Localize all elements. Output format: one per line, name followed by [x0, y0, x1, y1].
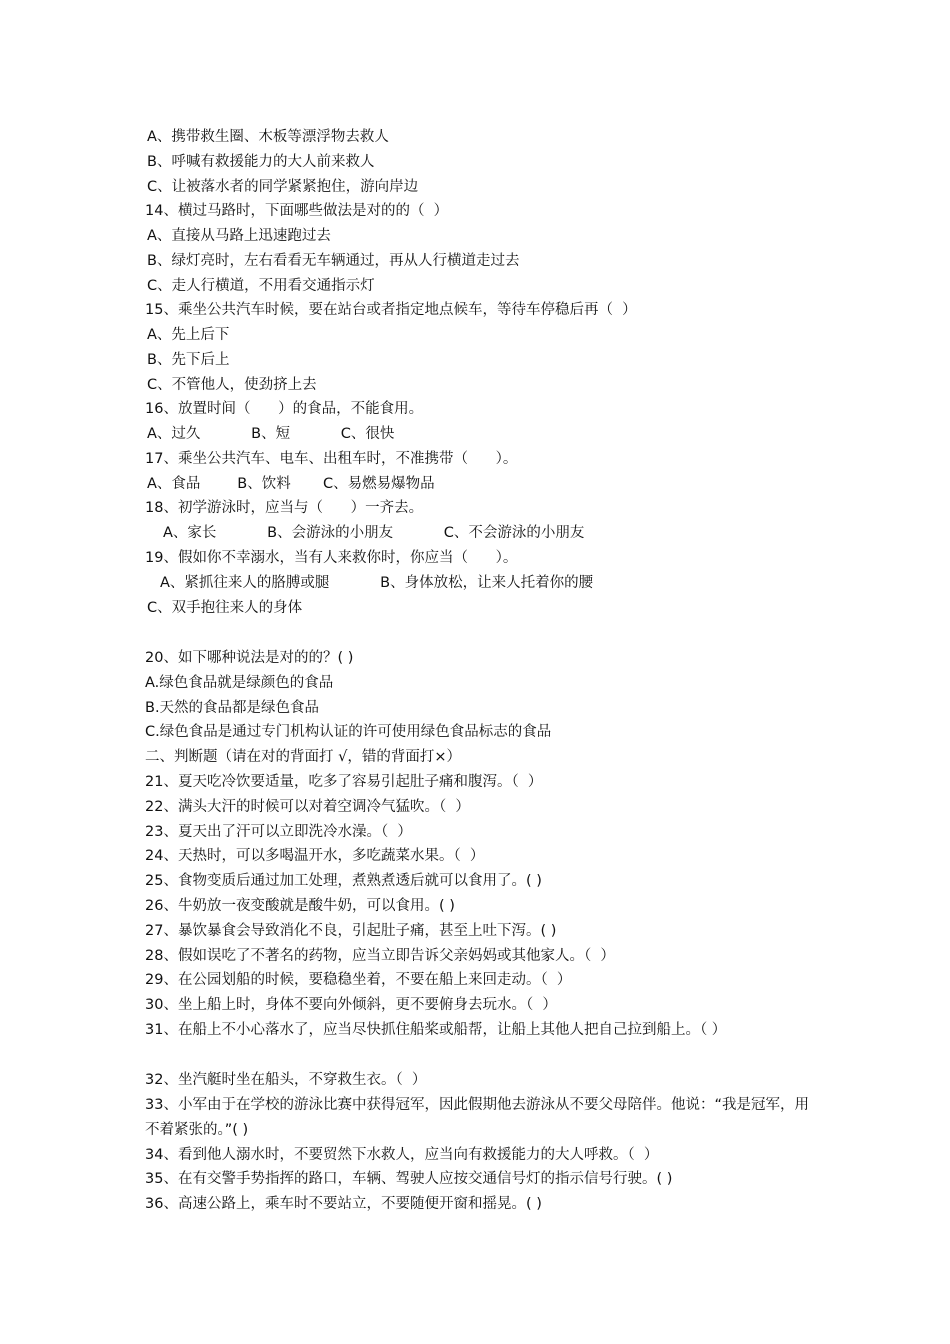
option-19c: C、双手抱往来人的身体 — [147, 600, 303, 616]
option-13c: C、让被落水者的同学紧紧抱住，游向岸边 — [147, 179, 419, 195]
question-28: 28、假如误吃了不著名的药物，应当立即告诉父亲妈妈或其他家人。（ ） — [145, 948, 615, 964]
question-31: 31、在船上不小心落水了，应当尽快抓住船桨或船帮，让船上其他人把自己拉到船上。（ ） — [145, 1022, 727, 1038]
question-34: 34、看到他人溺水时，不要贸然下水救人，应当向有救援能力的大人呼救。（ ） — [145, 1147, 659, 1163]
options-17: A、食品 B、饮料 C、易燃易爆物品 — [147, 476, 435, 492]
option-14a: A、直接从马路上迅速跑过去 — [147, 228, 331, 244]
option-20b: B.天然的食品都是绿色食品 — [145, 700, 320, 716]
options-18: A、家长 B、会游泳的小朋友 C、不会游泳的小朋友 — [163, 525, 585, 541]
question-32: 32、坐汽艇时坐在船头，不穿救生衣。（ ） — [145, 1072, 427, 1088]
question-26: 26、牛奶放一夜变酸就是酸牛奶，可以食用。( ) — [145, 898, 455, 914]
question-14: 14、横过马路时，下面哪些做法是对的的（ ） — [145, 203, 449, 219]
option-15a: A、先上后下 — [147, 327, 230, 343]
question-23: 23、夏天出了汗可以立即洗冷水澡。（ ） — [145, 824, 412, 840]
question-19: 19、假如你不幸溺水，当有人来救你时，你应当（ ）。 — [145, 550, 518, 566]
question-33: 33、小军由于在学校的游泳比赛中获得冠军，因此假期他去游泳从不要父母陪伴。他说：“我是冠军，用不着紧张的。”( ) — [145, 1097, 809, 1138]
question-15: 15、乘坐公共汽车时候，要在站台或者指定地点候车，等待车停稳后再（ ） — [145, 302, 637, 318]
question-35: 35、在有交警手势指挥的路口，车辆、驾驶人应按交通信号灯的指示信号行驶。( ) — [145, 1171, 673, 1187]
question-29: 29、在公园划船的时候，要稳稳坐着，不要在船上来回走动。（ ） — [145, 972, 572, 988]
question-30: 30、坐上船上时，身体不要向外倾斜，更不要俯身去玩水。（ ） — [145, 997, 557, 1013]
question-16: 16、放置时间（ ）的食品，不能食用。 — [145, 401, 424, 417]
question-25: 25、食物变质后通过加工处理，煮熟煮透后就可以食用了。( ) — [145, 873, 542, 889]
section-heading-judgement: 二、判断题（请在对的背面打 √，错的背面打×） — [145, 749, 461, 765]
question-36: 36、高速公路上，乘车时不要站立，不要随便开窗和摇晃。( ) — [145, 1196, 542, 1212]
question-27: 27、暴饮暴食会导致消化不良，引起肚子痛，甚至上吐下泻。( ) — [145, 923, 557, 939]
option-14c: C、走人行横道，不用看交通指示灯 — [147, 278, 375, 294]
option-20a: A.绿色食品就是绿颜色的食品 — [145, 675, 334, 691]
option-14b: B、绿灯亮时，左右看看无车辆通过，再从人行横道走过去 — [147, 253, 520, 269]
option-20c: C.绿色食品是通过专门机构认证的许可使用绿色食品标志的食品 — [145, 724, 552, 740]
option-13b: B、呼喊有救援能力的大人前来救人 — [147, 154, 375, 170]
question-24: 24、天热时，可以多喝温开水，多吃蔬菜水果。（ ） — [145, 848, 485, 864]
question-22: 22、满头大汗的时候可以对着空调冷气猛吹。（ ） — [145, 799, 470, 815]
question-17: 17、乘坐公共汽车、电车、出租车时，不准携带（ ）。 — [145, 451, 518, 467]
question-18: 18、初学游泳时，应当与（ ）一齐去。 — [145, 500, 424, 516]
options-19ab: A、紧抓往来人的胳膊或腿 B、身体放松，让来人托着你的腰 — [160, 575, 594, 591]
question-20: 20、如下哪种说法是对的的？( ) — [145, 650, 354, 666]
options-16: A、过久 B、短 C、很快 — [147, 426, 395, 442]
option-13a: A、携带救生圈、木板等漂浮物去救人 — [147, 129, 389, 145]
option-15b: B、先下后上 — [147, 352, 230, 368]
option-15c: C、不管他人，使劲挤上去 — [147, 377, 317, 393]
question-21: 21、夏天吃冷饮要适量，吃多了容易引起肚子痛和腹泻。（ ） — [145, 774, 543, 790]
